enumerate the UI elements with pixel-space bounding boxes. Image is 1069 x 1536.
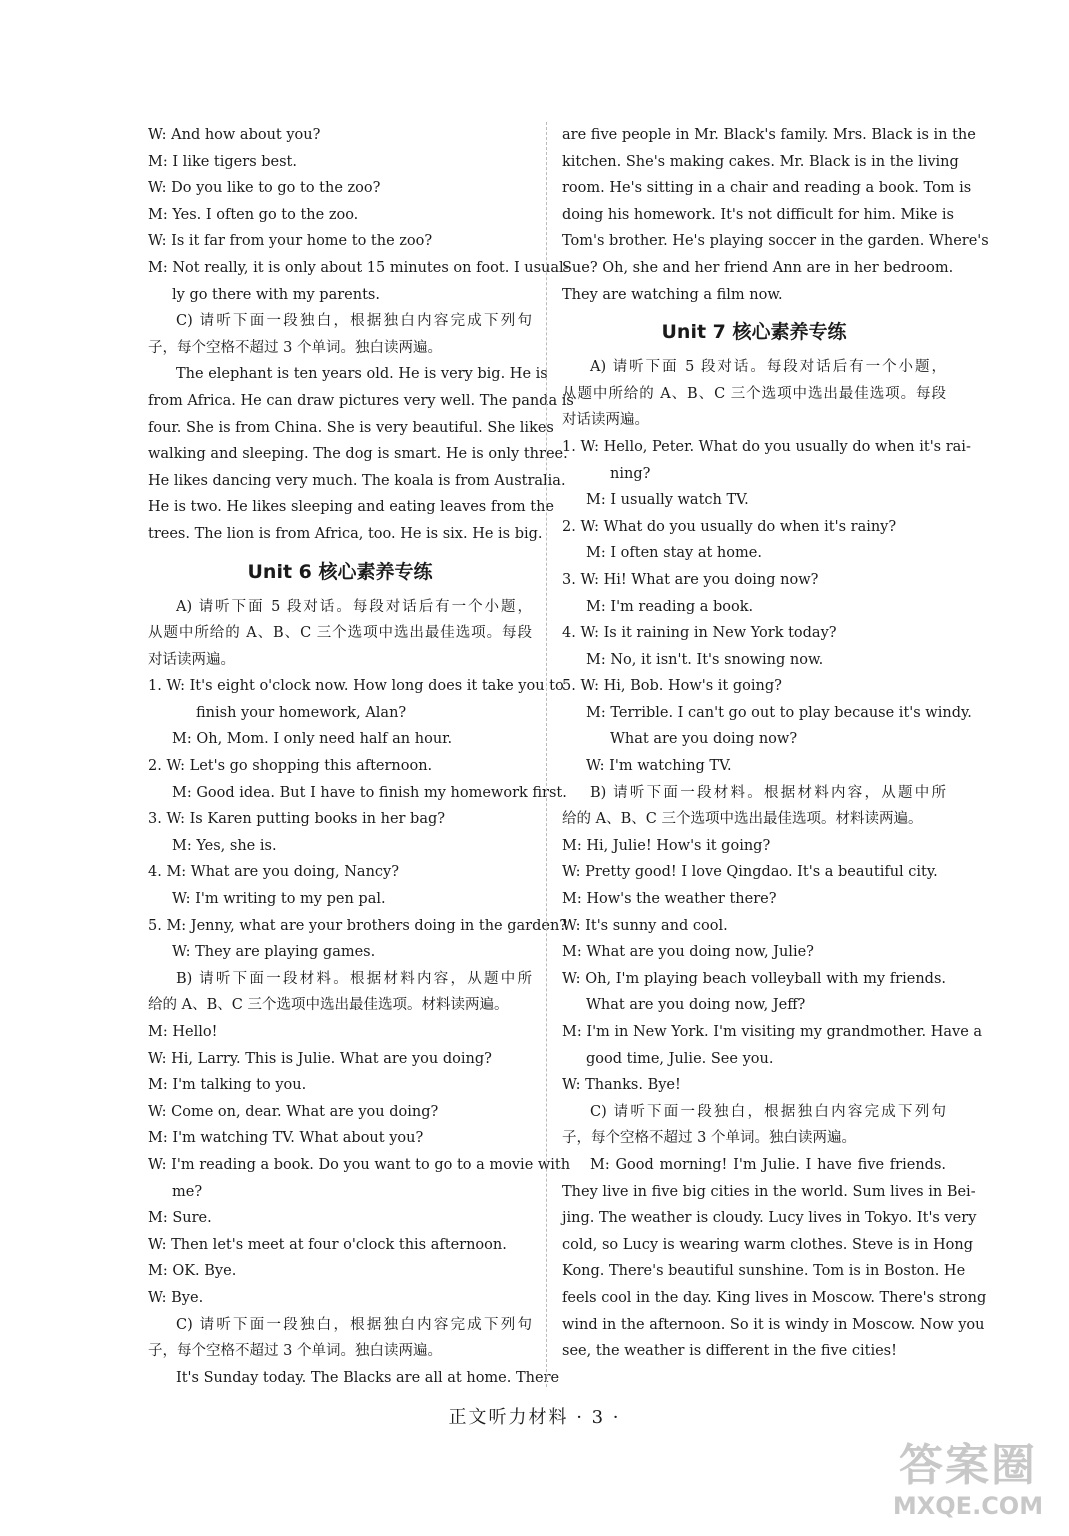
- text-line: It's Sunday today. The Blacks are all at home. There: [176, 1369, 560, 1386]
- text-line: 4. M: What are you doing, Nancy?: [148, 864, 399, 881]
- text-line: M: Hello!: [148, 1024, 218, 1040]
- text-line: 4. W: Is it raining in New York today?: [562, 625, 837, 642]
- text-line: M: Hi, Julie! How's it going?: [562, 837, 771, 854]
- text-line: M: I like tigers best.: [148, 153, 297, 170]
- text-line: finish your homework, Alan?: [196, 704, 407, 721]
- text-line: Kong. There's beautiful sunshine. Tom is in Boston. He: [562, 1263, 966, 1280]
- text-line: M: I'm watching TV. What about you?: [148, 1130, 424, 1147]
- text-line: M: How's the weather there?: [562, 891, 777, 908]
- text-line: M: OK. Bye.: [148, 1263, 237, 1280]
- section-heading: Unit 7 核心素养专练: [661, 321, 847, 344]
- text-line: C) 请听下面一段独白，根据独白内容完成下列句: [590, 1103, 946, 1120]
- text-line: M: What are you doing now, Julie?: [562, 944, 814, 961]
- text-line: 2. W: Let's go shopping this afternoon.: [148, 758, 433, 775]
- text-line: me?: [172, 1183, 203, 1200]
- text-line: W: I'm watching TV.: [586, 758, 732, 775]
- page-footer: 正文听力材料 · 3 ·: [448, 1407, 621, 1428]
- text-line: W: It's sunny and cool.: [562, 917, 728, 934]
- text-line: 1. W: Hello, Peter. What do you usually do when it's rai-: [562, 438, 971, 455]
- text-line: W: Pretty good! I love Qingdao. It's a beautiful city.: [562, 864, 938, 881]
- text-line: C) 请听下面一段独白，根据独白内容完成下列句: [176, 313, 532, 330]
- text-line: M: Sure.: [148, 1210, 212, 1227]
- text-line: see, the weather is different in the five cities!: [562, 1343, 897, 1360]
- text-line: 2. W: What do you usually do when it's rainy?: [562, 518, 897, 535]
- text-line: 3. W: Is Karen putting books in her bag?: [148, 811, 446, 828]
- text-line: kitchen. She's making cakes. Mr. Black is in the living: [562, 153, 959, 170]
- text-line: ning?: [610, 465, 651, 482]
- text-line: W: And how about you?: [148, 127, 321, 143]
- text-line: W: I'm reading a book. Do you want to go to a movie with: [148, 1156, 571, 1173]
- text-line: 3. W: Hi! What are you doing now?: [562, 571, 819, 588]
- text-line: 从题中所给的 A、B、C 三个选项中选出最佳选项。每段: [148, 625, 532, 642]
- text-line: ly go there with my parents.: [172, 286, 380, 303]
- text-line: The elephant is ten years old. He is very big. He is: [176, 366, 548, 383]
- text-line: wind in the afternoon. So it is windy in Moscow. Now you: [562, 1316, 985, 1333]
- text-line: walking and sleeping. The dog is smart. He is only three.: [148, 446, 568, 463]
- text-line: What are you doing now?: [610, 731, 798, 748]
- text-line: M: I'm talking to you.: [148, 1077, 307, 1094]
- text-line: 5. W: Hi, Bob. How's it going?: [562, 678, 782, 695]
- text-line: W: Hi, Larry. This is Julie. What are you doing?: [148, 1050, 492, 1067]
- text-line: 对话读两遍。: [562, 412, 649, 429]
- text-line: C) 请听下面一段独白，根据独白内容完成下列句: [176, 1316, 532, 1333]
- text-line: jing. The weather is cloudy. Lucy lives in Tokyo. It's very: [562, 1210, 977, 1227]
- text-line: M: Good morning! I'm Julie. I have five friends.: [590, 1156, 946, 1173]
- text-line: W: Come on, dear. What are you doing?: [148, 1103, 439, 1120]
- text-line: M: Terrible. I can't go out to play because it's windy.: [586, 704, 972, 721]
- right-column: [562, 122, 989, 1365]
- text-line: are five people in Mr. Black's family. Mrs. Black is in the: [562, 127, 976, 143]
- text-line: M: I usually watch TV.: [586, 492, 749, 509]
- text-line: M: I often stay at home.: [586, 545, 762, 562]
- text-line: four. She is from China. She is very beautiful. She likes: [148, 419, 554, 436]
- text-line: 1. W: It's eight o'clock now. How long does it take you to: [148, 678, 564, 695]
- text-line: He is two. He likes sleeping and eating leaves from the: [148, 499, 554, 516]
- text-line: M: Oh, Mom. I only need half an hour.: [172, 731, 453, 748]
- text-line: W: Oh, I'm playing beach volleyball with my friends.: [562, 970, 946, 987]
- text-line: B) 请听下面一段材料。根据材料内容，从题中所: [176, 970, 532, 987]
- text-line: 给的 A、B、C 三个选项中选出最佳选项。材料读两遍。: [148, 997, 509, 1014]
- text-line: 子，每个空格不超过 3 个单词。独白读两遍。: [148, 339, 442, 356]
- text-line: They live in five big cities in the world. Sum lives in Bei-: [562, 1183, 976, 1200]
- text-line: 给的 A、B、C 三个选项中选出最佳选项。材料读两遍。: [562, 811, 923, 828]
- text-line: W: Bye.: [148, 1289, 204, 1306]
- text-line: cold, so Lucy is wearing warm clothes. Steve is in Hong: [562, 1236, 974, 1253]
- text-line: They are watching a film now.: [562, 286, 783, 303]
- watermark-logo: [878, 1440, 1058, 1530]
- text-line: He likes dancing very much. The koala is from Australia.: [148, 472, 566, 489]
- text-line: good time, Julie. See you.: [586, 1050, 774, 1067]
- text-line: Sue? Oh, she and her friend Ann are in her bedroom.: [562, 259, 954, 276]
- text-line: A) 请听下面 5 段对话。每段对话后有一个小题，: [590, 359, 946, 376]
- text-line: B) 请听下面一段材料。根据材料内容，从题中所: [590, 784, 946, 801]
- text-line: W: I'm writing to my pen pal.: [172, 891, 386, 908]
- text-line: trees. The lion is from Africa, too. He is six. He is big.: [148, 525, 543, 542]
- text-line: from Africa. He can draw pictures very well. The panda is: [148, 392, 574, 409]
- text-line: M: Not really, it is only about 15 minutes on foot. I usual-: [148, 259, 569, 276]
- watermark-logo-text: 答案圈: [899, 1440, 1037, 1491]
- text-line: W: They are playing games.: [172, 944, 376, 961]
- text-line: doing his homework. It's not difficult for him. Mike is: [562, 206, 954, 223]
- text-line: feels cool in the day. King lives in Moscow. There's strong: [562, 1289, 987, 1306]
- text-line: W: Do you like to go to the zoo?: [148, 180, 381, 197]
- text-line: room. He's sitting in a chair and reading a book. Tom is: [562, 180, 972, 197]
- text-line: What are you doing now, Jeff?: [586, 997, 806, 1014]
- watermark-site-text: MXQE.COM: [892, 1492, 1044, 1520]
- text-line: M: I'm reading a book.: [586, 598, 754, 615]
- text-line: 5. M: Jenny, what are your brothers doing in the garden?: [148, 917, 568, 934]
- text-line: A) 请听下面 5 段对话。每段对话后有一个小题，: [176, 598, 532, 615]
- text-line: W: Thanks. Bye!: [562, 1077, 681, 1094]
- section-heading: Unit 6 核心素养专练: [247, 560, 433, 583]
- left-column: [148, 122, 574, 1391]
- text-line: 对话读两遍。: [148, 651, 235, 668]
- text-line: M: Yes. I often go to the zoo.: [148, 206, 359, 223]
- text-line: M: I'm in New York. I'm visiting my grandmother. Have a: [562, 1024, 983, 1040]
- text-line: M: No, it isn't. It's snowing now.: [586, 651, 824, 668]
- column-divider: [546, 122, 547, 1387]
- text-line: Tom's brother. He's playing soccer in the garden. Where's: [562, 233, 989, 250]
- text-line: W: Is it far from your home to the zoo?: [148, 233, 433, 250]
- text-line: 子，每个空格不超过 3 个单词。独白读两遍。: [562, 1130, 856, 1147]
- text-line: 子，每个空格不超过 3 个单词。独白读两遍。: [148, 1343, 442, 1360]
- text-line: M: Good idea. But I have to finish my homework first.: [172, 784, 567, 801]
- text-line: W: Then let's meet at four o'clock this afternoon.: [148, 1236, 507, 1253]
- text-line: M: Yes, she is.: [172, 837, 277, 854]
- text-line: 从题中所给的 A、B、C 三个选项中选出最佳选项。每段: [562, 385, 946, 402]
